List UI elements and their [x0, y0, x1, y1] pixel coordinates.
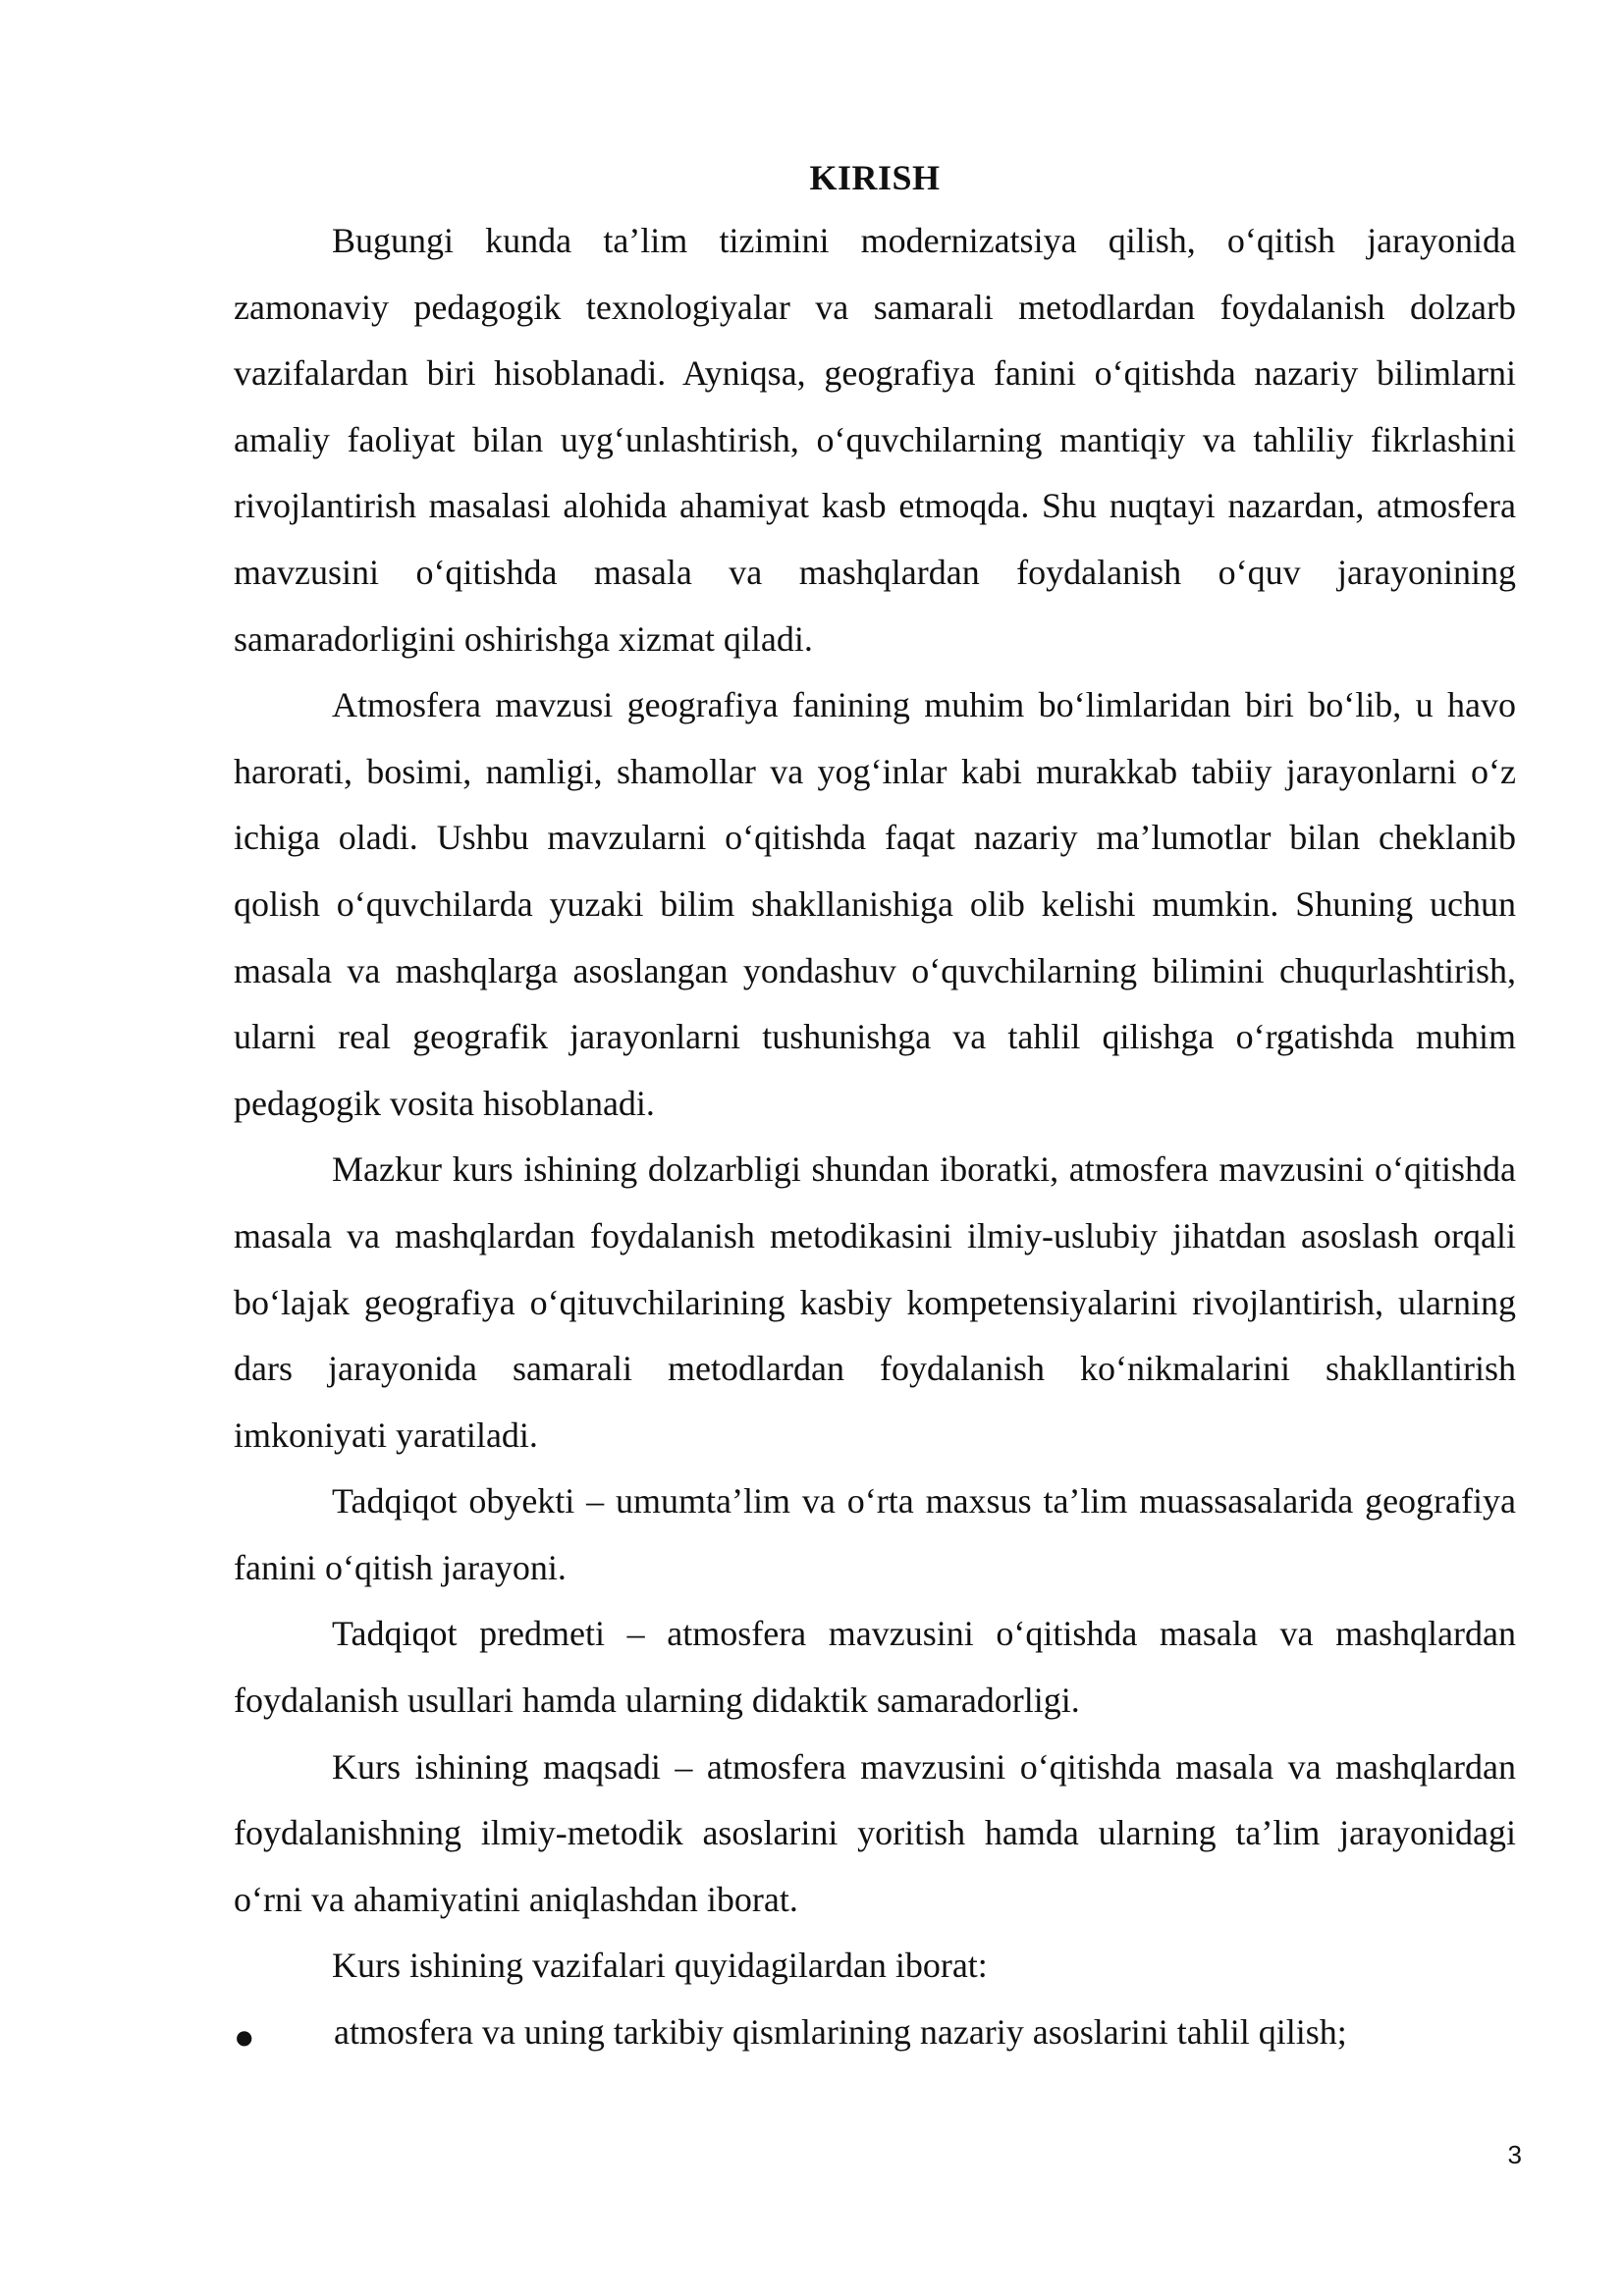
- list-item: [234, 2000, 1516, 2071]
- bullet-icon: ●: [236, 2025, 253, 2050]
- paragraph-research-object: Tadqiqot obyekti – umumta’lim va o‘rta maxsus ta’lim muassasalarida geografiya fanini o‘qitish jarayoni.: [234, 1481, 1516, 1587]
- list-item-text: atmosfera va uning tarkibiy qismlarining nazariy asoslarini tahlil qilish;: [334, 2012, 1347, 2053]
- section-title: KIRISH: [809, 158, 941, 197]
- paragraph-2: Atmosfera mavzusi geografiya fanining muhim bo‘limlaridan biri bo‘lib, u havo harorati, bosimi, namligi, shamollar va yog‘inlar kabi murakkab tabiiy jarayonlarni o‘z ichiga oladi. Ushbu mavzularni o‘qitishda faqat nazariy ma’lumotlar bilan cheklanib qolish o‘quvchilarda yuzaki bilim shakllanishiga olib kelishi mumkin. Shuning uchun masala va mashqlarga asoslangan yondashuv o‘quvchilarning bilimini chuqurlashtirish, ularni real geografik jarayonlarni tushunishga va tahlil qilishga o‘rgatishda muhim pedagogik vosita hisoblanadi.: [234, 685, 1516, 1123]
- page-content: [234, 147, 1516, 2071]
- paragraph-3: Mazkur kurs ishining dolzarbligi shundan iboratki, atmosfera mavzusini o‘qitishda masala va mashqlardan foydalanish metodikasini ilmiy-uslubiy jihatdan asoslash orqali bo‘lajak geografiya o‘qituvchilarining kasbiy kompetensiyalarini rivojlantirish, ularning dars jarayonida samarali metodlardan foydalanish ko‘nikmalarini shakllantirish imkoniyati yaratiladi.: [234, 1149, 1516, 1455]
- paragraph-course-goal: Kurs ishining maqsadi – atmosfera mavzusini o‘qitishda masala va mashqlardan foydalanishning ilmiy-metodik asoslarini yoritish hamda ularning ta’lim jarayonidagi o‘rni va ahamiyatini aniqlashdan iborat.: [234, 1746, 1516, 1919]
- page-number: 3: [1507, 2140, 1522, 2169]
- paragraph-1: Bugungi kunda ta’lim tizimini modernizatsiya qilish, o‘qitish jarayonida zamonaviy pedagogik texnologiyalar va samarali metodlardan foydalanish dolzarb vazifalardan biri hisoblanadi. Ayniqsa, geografiya fanini o‘qitishda nazariy bilimlarni amaliy faoliyat bilan uyg‘unlashtirish, o‘quvchilarning mantiqiy va tahliliy fikrlashini rivojlantirish masalasi alohida ahamiyat kasb etmoqda. Shu nuqtayi nazardan, atmosfera mavzusini o‘qitishda masala va mashqlardan foydalanish o‘quv jarayonining samaradorligini oshirishga xizmat qiladi.: [234, 221, 1516, 659]
- paragraph-research-subject: Tadqiqot predmeti – atmosfera mavzusini o‘qitishda masala va mashqlardan foydalanish usullari hamda ularning didaktik samaradorligi.: [234, 1614, 1516, 1721]
- paragraph-course-tasks-intro: Kurs ishining vazifalari quyidagilardan iborat:: [332, 1946, 988, 1986]
